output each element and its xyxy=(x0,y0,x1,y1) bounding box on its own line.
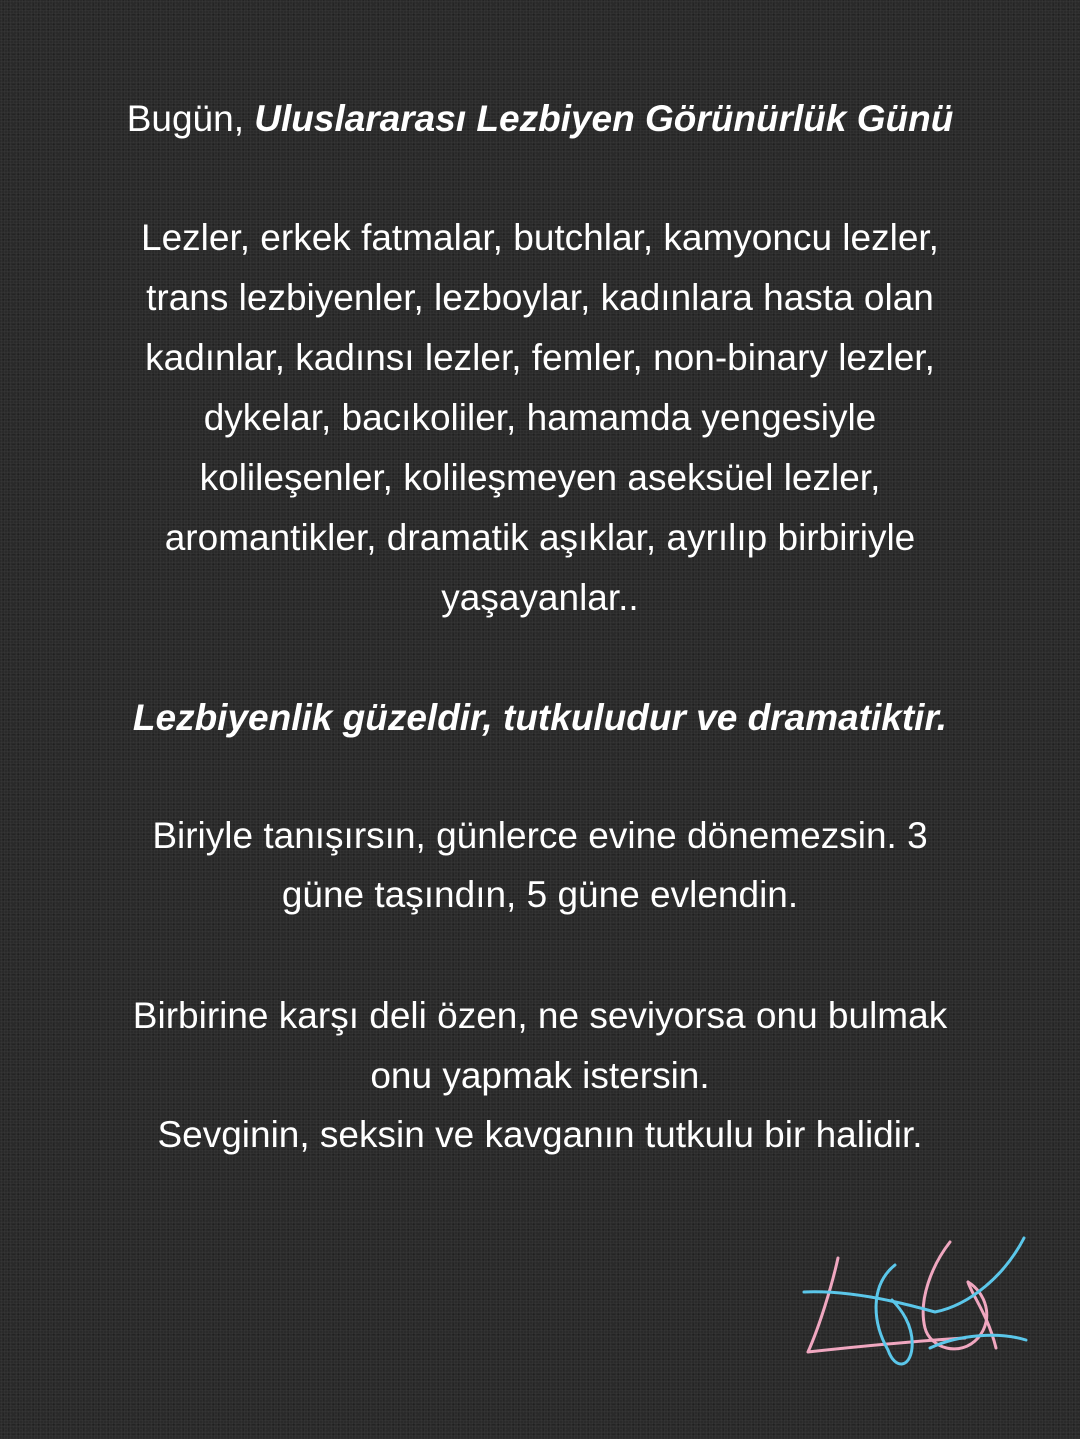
paragraph-line: onu yapmak istersin. xyxy=(370,1055,710,1096)
signature-pink-stroke xyxy=(968,1282,996,1348)
paragraph-line: Biriyle tanışırsın, günlerce evine dönemezsin. 3 xyxy=(152,815,928,856)
list-line: kadınlar, kadınsı lezler, femler, non-binary lezler, xyxy=(145,337,935,378)
list-line: aromantikler, dramatik aşıklar, ayrılıp birbiriyle xyxy=(164,517,916,558)
signature-blue-stroke xyxy=(876,1265,912,1364)
signature-logo-icon xyxy=(800,1230,1030,1375)
intro-highlight: Uluslararası Lezbiyen Görünürlük Günü xyxy=(254,98,954,139)
paragraph-line: Birbirine karşı deli özen, ne seviyorsa onu bulmak xyxy=(132,995,948,1036)
list-line: yaşayanlar.. xyxy=(441,577,639,618)
list-line: trans lezbiyenler, lezboylar, kadınlara hasta olan xyxy=(146,277,934,318)
intro-line xyxy=(0,97,1080,141)
paragraph-line: Sevginin, seksin ve kavganın tutkulu bir halidir. xyxy=(157,1114,923,1155)
list-line: kolileşenler, kolileşmeyen aseksüel lezler, xyxy=(199,457,881,498)
paragraph-line: güne taşındın, 5 güne evlendin. xyxy=(281,874,799,915)
list-line: dykelar, bacıkoliler, hamamda yengesiyle xyxy=(203,397,877,438)
slogan: Lezbiyenlik güzeldir, tutkuludur ve dramatiktir. xyxy=(132,697,948,738)
list-line: Lezler, erkek fatmalar, butchlar, kamyoncu lezler, xyxy=(141,217,939,258)
signature-blue-stroke xyxy=(804,1238,1024,1312)
signature-pink-stroke xyxy=(923,1242,987,1349)
intro-prefix: Bugün, xyxy=(126,98,255,139)
